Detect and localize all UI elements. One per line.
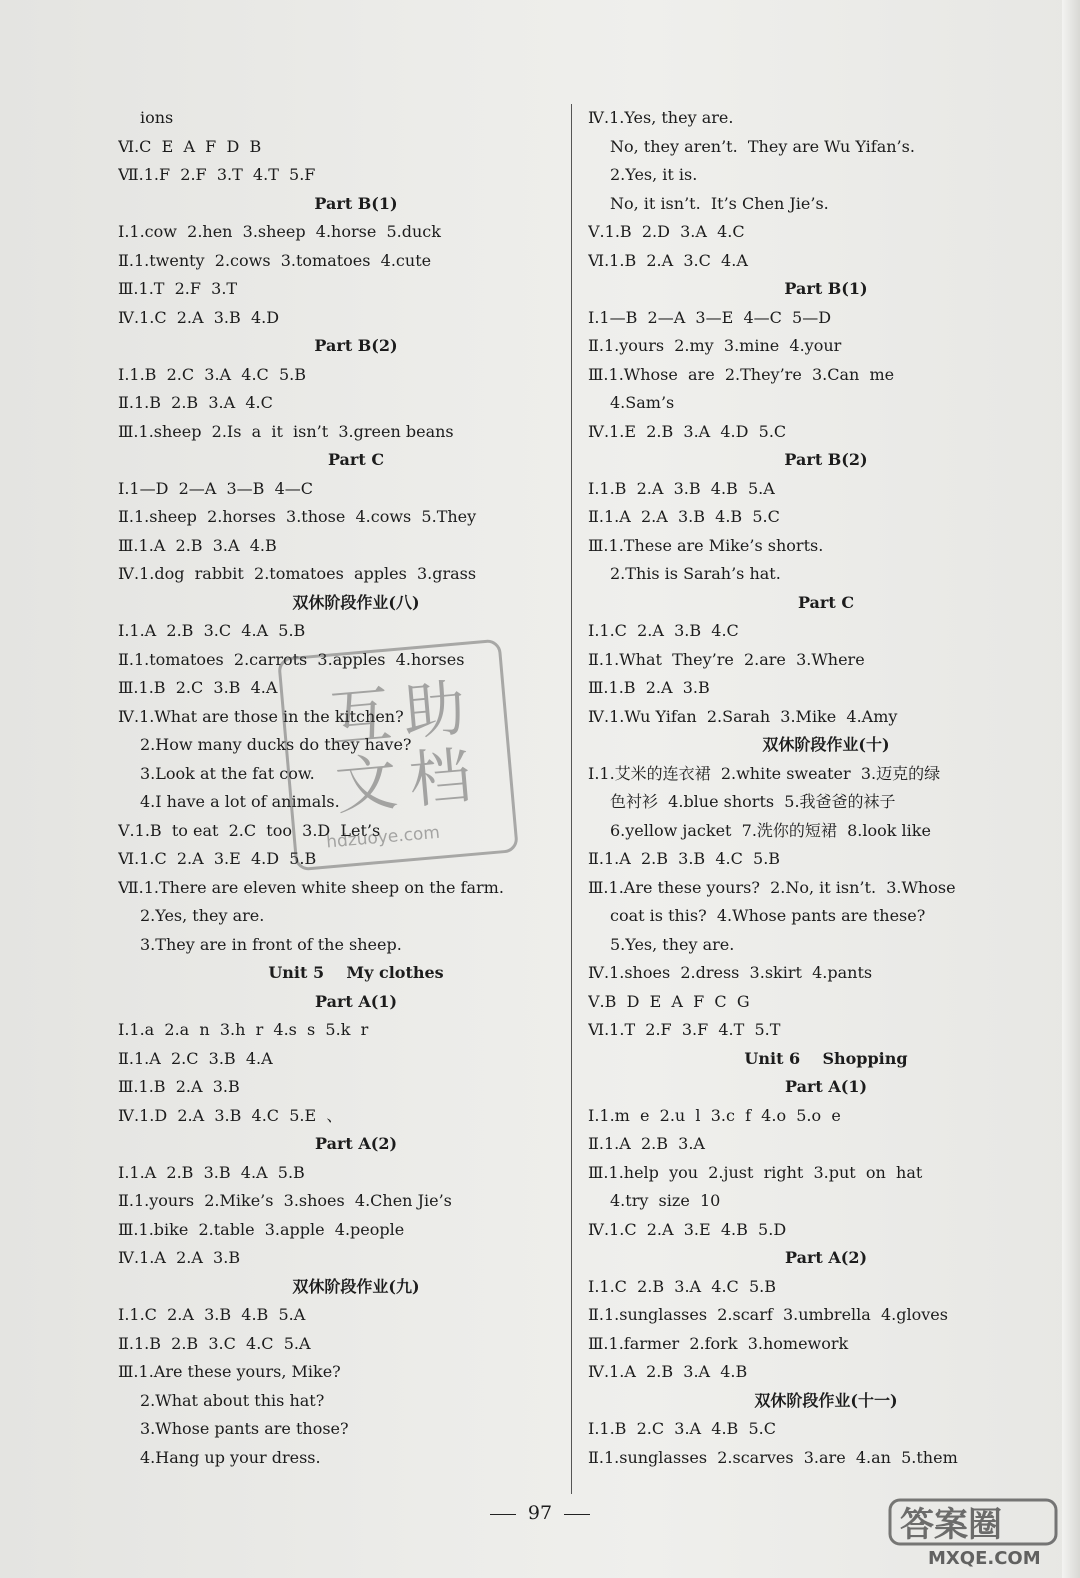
page-number: 97 <box>527 1502 553 1524</box>
answer-line: Ⅱ.1.A 2.C 3.B 4.A <box>118 1048 273 1068</box>
answer-line: Ⅱ.1.A 2.B 3.B 4.C 5.B <box>588 849 781 868</box>
answer-line: 2.This is Sarah’s hat. <box>610 564 781 583</box>
watermark-char-2: 助 <box>400 671 469 750</box>
answer-line: Ⅱ.1.yours 2.my 3.mine 4.your <box>588 336 842 355</box>
answer-line: 2.How many ducks do they have? <box>140 735 412 754</box>
answer-line: Ⅰ.1.艾米的连衣裙 2.white sweater 3.迈克的绿 <box>588 763 941 783</box>
watermark-char-3: 文 <box>332 745 401 824</box>
page-fold-shadow <box>1062 0 1080 1578</box>
answer-line: Ⅰ.1.a 2.a n 3.h r 4.s s 5.k r <box>118 1020 369 1039</box>
answer-line: No, it isn’t. It’s Chen Jie’s. <box>610 193 829 213</box>
answer-line: 色衬衫 4.blue shorts 5.我爸爸的袜子 <box>610 792 896 811</box>
answer-line: Ⅰ.1.C 2.A 3.B 4.B 5.A <box>118 1305 306 1324</box>
answer-line: Ⅵ.1.T 2.F 3.F 4.T 5.T <box>588 1020 781 1039</box>
answer-line: Ⅳ.1.shoes 2.dress 3.skirt 4.pants <box>588 963 873 982</box>
answer-line: Ⅰ.1—D 2—A 3—B 4—C <box>118 478 314 498</box>
section-heading: 双休阶段作业(八) <box>292 592 420 612</box>
section-heading: Part C <box>327 450 385 469</box>
answer-line: Ⅰ.1.B 2.C 3.A 4.C 5.B <box>118 364 306 384</box>
answer-line: Ⅱ.1.yours 2.Mike’s 3.shoes 4.Chen Jie’s <box>118 1191 452 1210</box>
answer-line: Ⅰ.1.A 2.B 3.B 4.A 5.B <box>118 1162 305 1182</box>
answer-line: Ⅳ.1.What are those in the kitchen? <box>118 706 404 726</box>
answer-line: Ⅳ.1.D 2.A 3.B 4.C 5.E 、 <box>118 1105 343 1125</box>
answer-line: Ⅲ.1.These are Mike’s shorts. <box>588 535 824 555</box>
answer-line: Ⅲ.1.T 2.F 3.T <box>118 279 238 298</box>
answer-line: Ⅵ.C E A F D B <box>118 136 262 156</box>
answer-line: Ⅲ.1.help you 2.just right 3.put on hat <box>588 1162 923 1182</box>
answer-line: Ⅲ.1.A 2.B 3.A 4.B <box>118 535 277 555</box>
logo-url: MXQE.COM <box>928 1548 1041 1568</box>
answer-line: Ⅱ.1.sunglasses 2.scarf 3.umbrella 4.gloves <box>588 1305 948 1324</box>
answer-line: Ⅳ.1.C 2.A 3.B 4.D <box>118 307 280 327</box>
site-logo-corner <box>888 1498 1058 1568</box>
section-heading: Part B(1) <box>784 279 868 298</box>
answer-line: Ⅳ.1.Wu Yifan 2.Sarah 3.Mike 4.Amy <box>588 706 898 726</box>
answer-line: Ⅲ.1.Whose are 2.They’re 3.Can me <box>588 364 895 384</box>
answer-line: Ⅴ.B D E A F C G <box>588 991 750 1011</box>
answer-line: Ⅳ.1.dog rabbit 2.tomatoes apples 3.grass <box>118 564 477 583</box>
watermark-url: hdzuoye.com <box>325 822 441 853</box>
section-heading: Part A(1) <box>314 991 398 1011</box>
answer-line: ions <box>140 108 174 127</box>
answer-line: Ⅲ.1.Are these yours, Mike? <box>118 1362 341 1381</box>
section-heading: 双休阶段作业(十一) <box>754 1390 898 1410</box>
section-heading: 双休阶段作业(十) <box>762 735 890 754</box>
answer-line: Ⅲ.1.B 2.A 3.B <box>588 678 710 697</box>
answer-line: Ⅲ.1.sheep 2.Is a it isn’t 3.green beans <box>118 421 454 441</box>
answer-line: 3.Whose pants are those? <box>140 1419 349 1438</box>
section-heading: Part A(1) <box>784 1077 868 1096</box>
answer-line: Ⅰ.1.C 2.B 3.A 4.C 5.B <box>588 1276 776 1296</box>
answer-line: Ⅱ.1.A 2.B 3.A <box>588 1134 705 1153</box>
column-divider <box>571 104 572 1494</box>
answer-line: Ⅱ.1.sunglasses 2.scarves 3.are 4.an 5.them <box>588 1447 958 1467</box>
answer-line: Ⅳ.1.A 2.B 3.A 4.B <box>588 1362 748 1381</box>
answer-line: coat is this? 4.Whose pants are these? <box>610 906 926 925</box>
section-heading: Unit 6 Shopping <box>744 1048 908 1068</box>
answer-line: No, they aren’t. They are Wu Yifan’s. <box>610 136 915 156</box>
answer-line: Ⅳ.1.E 2.B 3.A 4.D 5.C <box>588 421 787 441</box>
answer-line: 2.What about this hat? <box>140 1390 325 1410</box>
logo-chars: 答案圈 <box>900 1505 1002 1545</box>
answer-line: Ⅰ.1.C 2.A 3.B 4.C <box>588 621 739 640</box>
answer-line: Ⅱ.1.sheep 2.horses 3.those 4.cows 5.They <box>118 507 477 526</box>
footer-dash-left <box>490 1514 516 1515</box>
answer-line: Ⅱ.1.B 2.B 3.C 4.C 5.A <box>118 1333 311 1353</box>
answer-line: Ⅳ.1.A 2.A 3.B <box>118 1248 241 1267</box>
answer-line: Ⅱ.1.B 2.B 3.A 4.C <box>118 393 273 412</box>
answer-line: Ⅲ.1.bike 2.table 3.apple 4.people <box>118 1219 405 1239</box>
footer-dash-right <box>564 1514 590 1515</box>
answer-line: Ⅱ.1.What They’re 2.are 3.Where <box>588 649 865 669</box>
answer-line: Ⅲ.1.B 2.A 3.B <box>118 1077 240 1096</box>
answer-line: Ⅰ.1.B 2.C 3.A 4.B 5.C <box>588 1419 776 1438</box>
answer-line: 2.Yes, they are. <box>140 906 265 925</box>
answer-line: Ⅰ.1—B 2—A 3—E 4—C 5—D <box>588 307 832 327</box>
section-heading: Part B(2) <box>784 450 868 469</box>
answer-line: 3.Look at the fat cow. <box>140 763 315 783</box>
answer-line: Ⅳ.1.C 2.A 3.E 4.B 5.D <box>588 1219 787 1239</box>
watermark-char-1: 互 <box>326 677 395 756</box>
section-heading: Part A(2) <box>314 1134 398 1153</box>
section-heading: Part C <box>797 592 855 612</box>
answer-line: Ⅵ.1.B 2.A 3.C 4.A <box>588 250 748 270</box>
section-heading: Part B(2) <box>314 336 398 355</box>
answer-line: 4.Hang up your dress. <box>140 1447 321 1467</box>
right-answer-column <box>588 104 1064 1494</box>
answer-line: Ⅶ.1.F 2.F 3.T 4.T 5.F <box>118 165 316 184</box>
answer-line: Ⅳ.1.Yes, they are. <box>588 108 734 127</box>
answer-line: Ⅴ.1.B to eat 2.C too 3.D Let’s <box>118 820 381 840</box>
answer-line: Ⅱ.1.A 2.A 3.B 4.B 5.C <box>588 507 780 526</box>
section-heading: Part B(1) <box>314 193 398 213</box>
answer-line: Ⅰ.1.A 2.B 3.C 4.A 5.B <box>118 621 306 640</box>
watermark-char-4: 档 <box>406 738 475 817</box>
section-heading: 双休阶段作业(九) <box>292 1276 420 1296</box>
site-logo-graphic <box>888 1498 1058 1568</box>
answer-line: 6.yellow jacket 7.洗你的短裙 8.look like <box>610 820 931 840</box>
answer-line: Ⅴ.1.B 2.D 3.A 4.C <box>588 222 745 241</box>
watermark-stamp-graphic <box>280 642 515 868</box>
answer-line: Ⅰ.1.m e 2.u l 3.c f 4.o 5.o e <box>588 1105 841 1125</box>
answer-line: 4.I have a lot of animals. <box>140 792 340 811</box>
answer-line: 3.They are in front of the sheep. <box>140 934 402 954</box>
answer-line: Ⅲ.1.Are these yours? 2.No, it isn’t. 3.Whose <box>588 877 956 897</box>
answer-line: Ⅵ.1.C 2.A 3.E 4.D 5.B <box>118 849 317 868</box>
answer-line: Ⅲ.1.B 2.C 3.B 4.A <box>118 678 278 697</box>
answer-line: Ⅰ.1.cow 2.hen 3.sheep 4.horse 5.duck <box>118 222 441 241</box>
answer-line: Ⅲ.1.farmer 2.fork 3.homework <box>588 1333 849 1353</box>
answer-line: Ⅶ.1.There are eleven white sheep on the farm. <box>118 877 504 897</box>
answer-line: 2.Yes, it is. <box>610 165 698 184</box>
watermark-stamp <box>277 639 519 872</box>
answer-line: 4.Sam’s <box>610 393 675 412</box>
answer-line: Ⅱ.1.tomatoes 2.carrots 3.apples 4.horses <box>118 649 465 669</box>
answer-line: 4.try size 10 <box>610 1191 721 1210</box>
section-heading: Unit 5 My clothes <box>268 963 444 982</box>
answer-line: Ⅰ.1.B 2.A 3.B 4.B 5.A <box>588 478 775 498</box>
answer-line: Ⅱ.1.twenty 2.cows 3.tomatoes 4.cute <box>118 250 432 270</box>
section-heading: Part A(2) <box>784 1248 868 1267</box>
answer-line: 5.Yes, they are. <box>610 934 735 954</box>
